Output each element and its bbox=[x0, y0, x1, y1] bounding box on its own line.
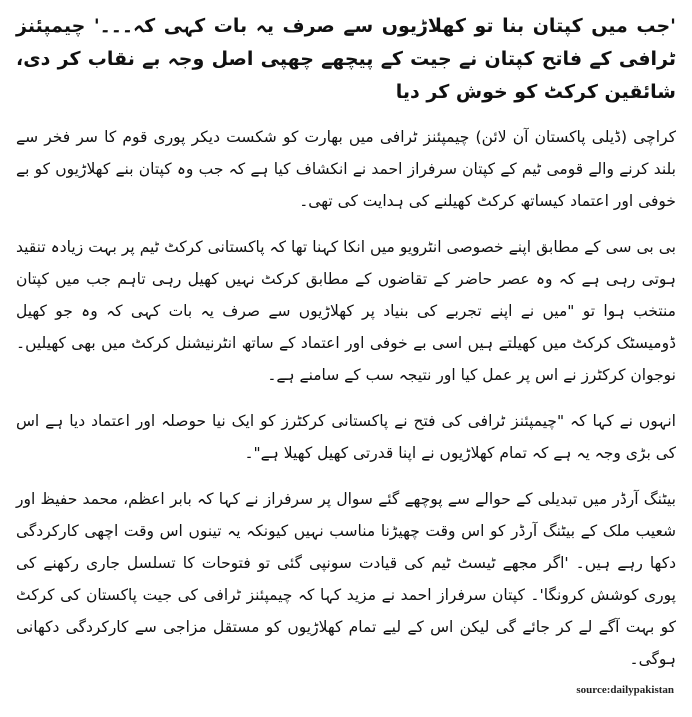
article-paragraph-1: کراچی (ڈیلی پاکستان آن لائن) چیمپئنز ٹرافی میں بھارت کو شکست دیکر پوری قوم کا سر فخر سے بلند کرنے والے قومی ٹیم کے کپتان سرفراز احمد نے انکشاف کیا ہے کہ جب وہ کپتان بنے کھلاڑیوں کو بے خوفی اور اعتماد کیساتھ کرکٹ کھیلنے کی ہدایت کی تھی۔ bbox=[16, 128, 676, 210]
article-paragraph-2: بی بی سی کے مطابق اپنے خصوصی انٹرویو میں انکا کہنا تھا کہ پاکستانی کرکٹ ٹیم پر بہت زیادہ تنقید ہوتی رہی ہے کہ وہ عصر حاضر کے تقاضوں کے مطابق کرکٹ نہیں کھیل رہی تاہم جب میں کپتان منتخب ہوا تو "میں نے اپنے تجربے کی بنیاد پر کھلاڑیوں سے صرف یہ بات کہی کہ وہ جو کھیل ڈومیسٹک کرکٹ میں کھیلتے ہیں اسی بے خوفی اور اعتماد کے ساتھ انٹرنیشنل کرکٹ میں بھی کھیلیں۔ نوجوان کرکٹرز نے اس پر عمل کیا اور نتیجہ سب کے سامنے ہے۔ bbox=[16, 238, 676, 384]
article-headline: 'جب میں کپتان بنا تو کھلاڑیوں سے صرف یہ بات کہی کہ۔۔۔' چیمپئنز ٹرافی کے فاتح کپتان نے جیت کے پیچھے چھپی اصل وجہ بے نقاب کر دی، شائقین کرکٹ کو خوش کر دیا bbox=[16, 15, 676, 103]
article-paragraph-4: بیٹنگ آرڈر میں تبدیلی کے حوالے سے پوچھے گئے سوال پر سرفراز نے کہا کہ بابر اعظم، محمد حفیظ اور شعیب ملک کے بیٹنگ آرڈر کو اس وقت چھیڑنا مناسب نہیں کیونکہ یہ تینوں اس وقت اچھی کارکردگی دکھا رہے ہیں۔ 'اگر مجھے ٹیسٹ ٹیم کی قیادت سونپی گئی تو فتوحات کا تسلسل جاری رکھنے کی پوری کوشش کرونگا'۔ کپتان سرفراز احمد نے مزید کہا کہ چیمپئنز ٹرافی کی جیت پاکستان کی کرکٹ کو بہت آگے لے کر جائے گی لیکن اس کے لیے تمام کھلاڑیوں کو مستقل مزاجی سے کارکردگی دکھانی ہوگی۔ bbox=[16, 490, 676, 668]
source-credit: source:dailypakistan bbox=[576, 684, 674, 696]
article-paragraph-3: انہوں نے کہا کہ "چیمپئنز ٹرافی کی فتح نے پاکستانی کرکٹرز کو ایک نیا حوصلہ اور اعتماد دیا ہے اس کی بڑی وجہ یہ ہے کہ تمام کھلاڑیوں نے اپنا قدرتی کھیل کھیلا ہے"۔ bbox=[16, 412, 676, 462]
article bbox=[16, 10, 676, 689]
